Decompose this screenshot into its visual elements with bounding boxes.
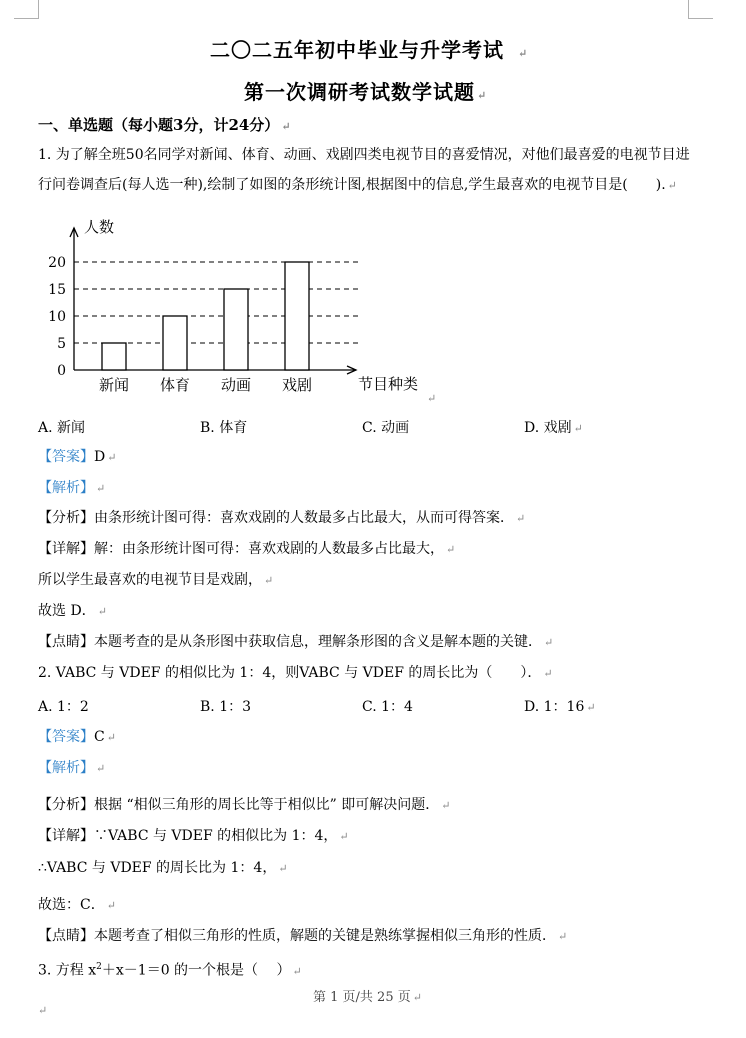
y-tick-label: 15 bbox=[48, 282, 66, 298]
x-tick-label: 新闻 bbox=[98, 376, 130, 394]
paragraph-mark: ↵ bbox=[412, 991, 422, 1004]
paragraph-mark: ↵ bbox=[292, 964, 302, 978]
q1-dianjing-text: 本题考查的是从条形图中获取信息，理解条形图的含义是解本题的关键． bbox=[94, 634, 542, 650]
bar-4 bbox=[285, 262, 309, 370]
xiangjie-tag: 【详解】 bbox=[38, 541, 94, 557]
answer-tag: 【答案】 bbox=[38, 449, 94, 465]
x-tick-label: 体育 bbox=[159, 376, 191, 394]
q1-option-c: C. 动画 bbox=[362, 420, 410, 436]
paragraph-mark: ↵ bbox=[97, 605, 107, 618]
paragraph-mark: ↵ bbox=[573, 422, 583, 435]
answer-tag: 【答案】 bbox=[38, 729, 94, 745]
paragraph-mark: ↵ bbox=[106, 899, 116, 912]
exam-title bbox=[210, 34, 528, 63]
y-tick-label: 5 bbox=[57, 336, 66, 352]
q3-stem-exponent: 2 bbox=[96, 962, 102, 972]
q2-stem bbox=[38, 663, 553, 684]
x-tick-label: 动画 bbox=[220, 376, 252, 394]
q1-stem-line1 bbox=[38, 145, 690, 165]
paragraph-mark: ↵ bbox=[281, 120, 291, 133]
paragraph-mark: ↵ bbox=[264, 574, 274, 587]
q2-option-c: C. 1：4 bbox=[362, 699, 413, 715]
paragraph-mark: ↵ bbox=[544, 636, 554, 649]
q1-stem-line2 bbox=[38, 175, 677, 196]
xiangjie-tag: 【详解】 bbox=[38, 828, 94, 844]
q1-conclusion-text: 所以学生最喜欢的电视节目是戏剧， bbox=[38, 572, 262, 588]
paragraph-mark: ↵ bbox=[586, 701, 596, 714]
fenxi-tag: 【分析】 bbox=[38, 797, 94, 813]
q3-stem bbox=[38, 957, 302, 982]
analysis-tag: 【解析】 bbox=[38, 480, 94, 496]
y-axis-label: 人数 bbox=[84, 218, 115, 236]
q2-option-b: B. 1：3 bbox=[200, 699, 252, 715]
dianjing-tag: 【点睛】 bbox=[38, 928, 94, 944]
bar-1 bbox=[102, 343, 126, 370]
paragraph-mark: ↵ bbox=[558, 930, 568, 943]
q2-conclusion-text: ∴VABC 与 VDEF 的周长比为 1：4， bbox=[38, 860, 277, 876]
crop-mark-left-vertical bbox=[38, 0, 39, 18]
q2-dianjing bbox=[38, 926, 567, 947]
bar-chart bbox=[30, 208, 450, 408]
paragraph-mark: ↵ bbox=[667, 179, 677, 192]
q1-option-d-text: D. 戏剧 bbox=[524, 420, 572, 436]
q1-fenxi-text: 由条形统计图可得：喜欢戏剧的人数最多占比最大，从而可得答案． bbox=[94, 510, 514, 526]
bar-2 bbox=[163, 316, 187, 370]
y-tick-label: 0 bbox=[57, 363, 66, 379]
q1-option-d bbox=[524, 417, 583, 437]
q1-stem-line2-text: 行问卷调查后(每人选一种),绘制了如图的条形统计图,根据图中的信息,学生最喜欢的电视节目是( ). bbox=[38, 177, 666, 193]
q2-option-d bbox=[524, 696, 596, 716]
y-tick-label: 10 bbox=[48, 309, 66, 325]
q2-choice bbox=[38, 895, 116, 916]
q2-xiangjie-text: ∵VABC 与 VDEF 的相似比为 1：4， bbox=[94, 828, 338, 844]
page-footer bbox=[313, 986, 422, 1005]
crop-mark-right-vertical bbox=[688, 0, 689, 18]
q3-stem-prefix: 3. 方程 x bbox=[38, 962, 97, 979]
q1-option-a: A. 新闻 bbox=[38, 420, 86, 436]
exam-subtitle-text: 第一次调研考试数学试题 bbox=[244, 80, 475, 104]
q1-conclusion bbox=[38, 570, 273, 591]
q1-answer bbox=[38, 447, 116, 468]
q2-answer bbox=[38, 727, 116, 748]
q1-choice bbox=[38, 601, 107, 622]
q2-fenxi-text: 根据 “相似三角形的周长比等于相似比” 即可解决问题． bbox=[94, 797, 440, 813]
exam-title-text: 二〇二五年初中毕业与升学考试 bbox=[210, 38, 504, 62]
x-tick-label: 戏剧 bbox=[281, 376, 313, 394]
q1-stem-line1-text: 1. 为了解全班50名同学对新闻、体育、动画、戏剧四类电视节目的喜爱情况，对他们最喜爱的电视节目进 bbox=[38, 147, 690, 163]
crop-mark-right-horizontal bbox=[688, 18, 713, 19]
q1-choice-text: 故选 D． bbox=[38, 603, 96, 619]
analysis-tag: 【解析】 bbox=[38, 760, 94, 776]
exam-subtitle bbox=[244, 76, 487, 105]
q2-stem-text: 2. VABC 与 VDEF 的相似比为 1：4，则VABC 与 VDEF 的周长比为（ ）． bbox=[38, 665, 542, 681]
q2-option-d-text: D. 1：16 bbox=[524, 699, 585, 715]
paragraph-mark: ↵ bbox=[446, 543, 456, 556]
bar-3 bbox=[224, 289, 248, 370]
q2-choice-text: 故选：C． bbox=[38, 897, 105, 913]
dianjing-tag: 【点睛】 bbox=[38, 634, 94, 650]
paragraph-mark: ↵ bbox=[543, 667, 553, 680]
paragraph-mark: ↵ bbox=[106, 731, 116, 744]
q2-option-a: A. 1：2 bbox=[38, 699, 89, 715]
paragraph-mark: ↵ bbox=[278, 862, 288, 875]
q2-conclusion bbox=[38, 858, 288, 879]
paragraph-mark: ↵ bbox=[427, 392, 437, 405]
fenxi-tag: 【分析】 bbox=[38, 510, 94, 526]
crop-mark-left-horizontal bbox=[14, 18, 39, 19]
q2-xiangjie bbox=[38, 826, 349, 847]
q1-fenxi bbox=[38, 508, 525, 529]
q1-option-b: B. 体育 bbox=[200, 420, 248, 436]
q3-stem-suffix: ＋x－1＝0 的一个根是（ ） bbox=[101, 962, 291, 979]
q1-xiangjie-text: 解：由条形统计图可得：喜欢戏剧的人数最多占比最大， bbox=[94, 541, 444, 557]
paragraph-mark: ↵ bbox=[339, 830, 349, 843]
q1-analysis-heading bbox=[38, 478, 105, 499]
paragraph-mark: ↵ bbox=[96, 762, 106, 775]
q1-answer-value: D bbox=[94, 449, 106, 465]
paragraph-mark: ↵ bbox=[96, 482, 106, 495]
section-heading-text: 一、单选题（每小题3分，计24分） bbox=[38, 116, 280, 134]
q2-analysis-heading bbox=[38, 758, 105, 779]
x-axis-label: 节目种类 bbox=[358, 375, 419, 393]
y-tick-label: 20 bbox=[48, 255, 66, 271]
section-heading bbox=[38, 114, 291, 135]
paragraph-mark: ↵ bbox=[38, 1004, 48, 1017]
q2-fenxi bbox=[38, 795, 450, 816]
paragraph-mark: ↵ bbox=[516, 512, 526, 525]
q2-dianjing-text: 本题考查了相似三角形的性质，解题的关键是熟练掌握相似三角形的性质． bbox=[94, 928, 556, 944]
q1-dianjing bbox=[38, 632, 553, 653]
paragraph-mark: ↵ bbox=[518, 47, 529, 60]
paragraph-mark: ↵ bbox=[441, 799, 451, 812]
q1-xiangjie bbox=[38, 539, 455, 560]
paragraph-mark: ↵ bbox=[107, 451, 117, 464]
page-number: 第 1 页/共 25 页 bbox=[313, 990, 411, 1005]
paragraph-mark: ↵ bbox=[477, 89, 488, 102]
q2-answer-value: C bbox=[94, 729, 105, 745]
